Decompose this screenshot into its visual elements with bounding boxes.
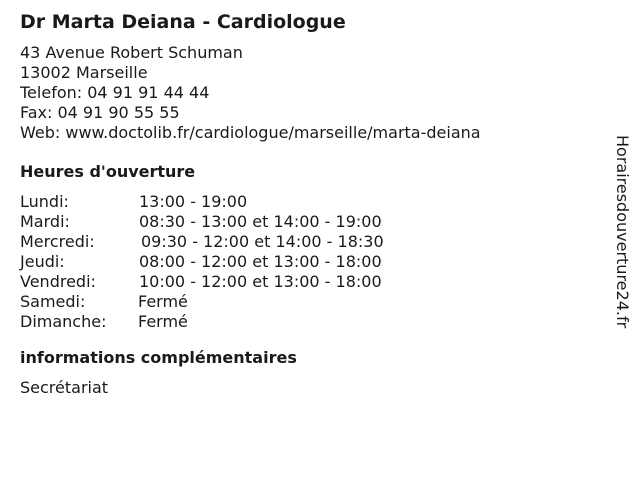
opening-hours-heading: Heures d'ouverture [20,162,196,181]
day-label: Vendredi: [20,272,96,291]
website-link[interactable]: Web: www.doctolib.fr/cardiologue/marseille/marta-deiana [20,123,481,142]
street-address: 43 Avenue Robert Schuman [20,43,243,62]
hours-value: 09:30 - 12:00 et 14:00 - 18:30 [141,232,384,251]
hours-value: 10:00 - 12:00 et 13:00 - 18:00 [139,272,382,291]
hours-row-jeudi [20,252,610,272]
hours-row-mardi [20,212,610,232]
hours-value: Fermé [138,292,188,311]
hours-value: 08:00 - 12:00 et 13:00 - 18:00 [139,252,382,271]
hours-value: 08:30 - 13:00 et 14:00 - 19:00 [139,212,382,231]
day-label: Mardi: [20,212,70,231]
day-label: Jeudi: [20,252,65,271]
address-block [20,43,610,143]
additional-info-text: Secrétariat [20,378,109,397]
postal-city: 13002 Marseille [20,63,148,82]
day-label: Samedi: [20,292,86,311]
page-title: Dr Marta Deiana - Cardiologue [20,11,346,33]
hours-value: 13:00 - 19:00 [139,192,248,211]
hours-row-mercredi [20,232,610,252]
day-label: Lundi: [20,192,69,211]
hours-row-dimanche [20,312,610,332]
opening-hours-table [20,192,610,332]
day-label: Dimanche: [20,312,107,331]
additional-info-heading: informations complémentaires [20,348,297,367]
hours-value: Fermé [138,312,188,331]
hours-row-lundi [20,192,610,212]
practice-card [20,9,610,398]
hours-row-vendredi [20,272,610,292]
site-watermark: Horairesdouverture24.fr [613,135,632,329]
phone-number[interactable]: Telefon: 04 91 91 44 44 [20,83,210,102]
hours-row-samedi [20,292,610,312]
day-label: Mercredi: [20,232,95,251]
fax-number: Fax: 04 91 90 55 55 [20,103,180,122]
